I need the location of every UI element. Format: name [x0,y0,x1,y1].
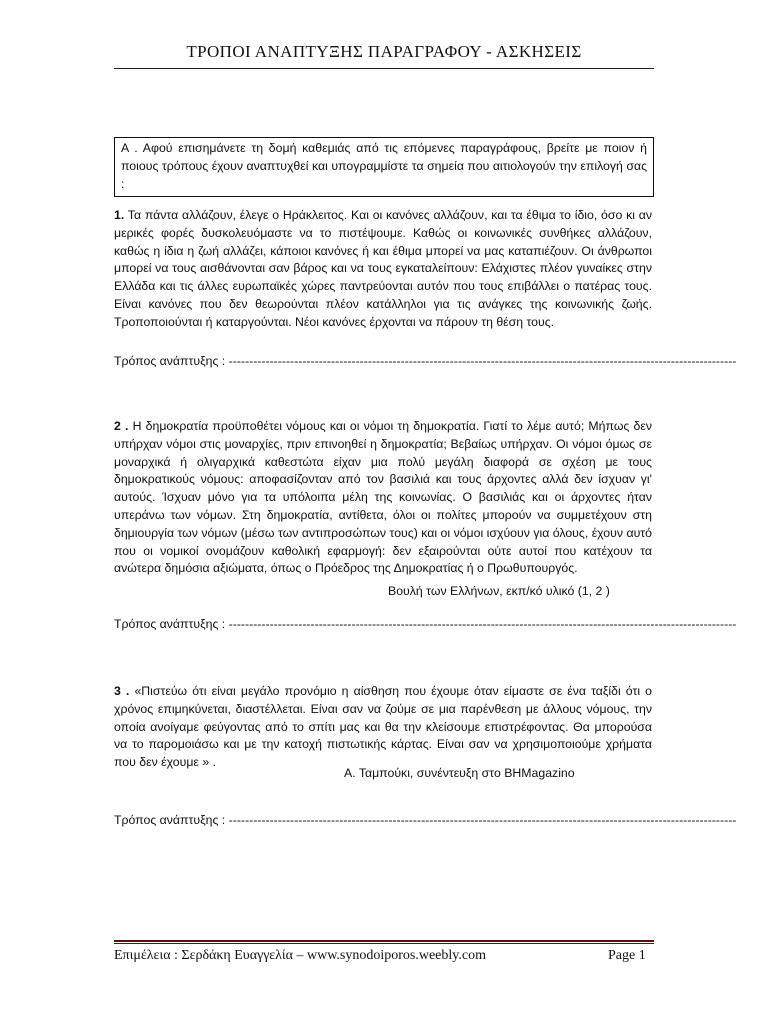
instruction-box: Α . Αφού επισημάνετε τη δομή καθεμιάς από τις επόμενες παραγράφους, βρείτε με ποιον ή ποιους τρόπους έχουν αναπτυχθεί και υπογραμμίστε τα σημεία που αιτιολογούν την επιλογή σας : [114,137,654,197]
page-number: Page 1 [608,948,646,963]
answer-dash-line: ---------------------------------------------------------------------------------------------------------------------------- [228,617,737,631]
answer-dash-line: ---------------------------------------------------------------------------------------------------------------------------- [228,354,737,368]
development-method-line-2 [114,617,737,631]
paragraph-1 [114,207,652,332]
paragraph-number: 1. [114,208,125,222]
paragraph-2 [114,418,652,578]
method-label: Τρόπος ανάπτυξης : [114,813,229,827]
answer-dash-line: ---------------------------------------------------------------------------------------------------------------------------- [228,813,737,827]
footer-author-credit: Επιμέλεια : Σερδάκη Ευαγγελία – www.synodoiporos.weebly.com [114,948,486,963]
paragraph-text: Τα πάντα αλλάζουν, έλεγε ο Ηράκλειτος. Και οι κανόνες αλλάζουν, και τα έθιμα το ίδιο, όσο κι αν μερικές φορές δυσκολευόμαστε να το πιστέψουμε. Καθώς οι κοινωνικές συνθήκες αλλάζουν, καθώς η ίδια η ζωή αλλάζει, κάποιοι κανόνες ή και έθιμα μπορεί να μας καταπιέζουν. Οι άνθρωποι μπορεί να τους αισθάνονται σαν βάρος και να τους εγκαταλείπουν: Ελάχιστες πλέον γυναίκες στην Ελλάδα και τις άλλες ευρωπαϊκές χώρες παντρεύονται αυτόν που τους επιβάλλει ο πατέρας τους. Είναι κανόνες που δεν θεωρούνται πλέον κατάλληλοι για τις ανάγκες της κοινωνικής ζωής. Τροποποιούνται ή καταργούνται. Νέοι κανόνες έρχονται να πάρουν τη θέση τους. [114,208,652,329]
development-method-line-3 [114,813,737,827]
paragraph-3 [114,683,652,772]
page-header-title: ΤΡΟΠΟΙ ΑΝΑΠΤΥΞΗΣ ΠΑΡΑΓΡΑΦΟΥ - ΑΣΚΗΣΕΙΣ [186,42,582,61]
paragraph-number: 3 . [114,684,130,698]
paragraph-text: Η δημοκρατία προϋποθέτει νόμους και οι νόμοι τη δημοκρατία. Γιατί το λέμε αυτό; Μήπως δεν υπήρχαν νόμοι στις μοναρχίες, πριν επινοηθεί η δημοκρατία; Βεβαίως υπήρχαν. Οι νόμοι όμως σε μοναρχικά ή ολιγαρχικά καθεστώτα είχαν μια πολύ μεγάλη διαφορά σε σχέση με τους δημοκρατικούς νόμους: αποφασίζονταν από τον βασιλιά και τους άρχοντες αλλά δεν ίσχυαν γι' αυτούς. Ίσχυαν μόνο για τα υπόλοιπα μέλη της κοινωνίας. Ο βασιλιάς και οι άρχοντες ήταν υπεράνω των νόμων. Στη δημοκρατία, αντίθετα, όλοι οι πολίτες μπορούν να συμμετέχουν στη δημιουργία των νόμων (μέσω των αντιπροσώπων τους) και οι νόμοι ισχύουν για όλους, έχουν αυτό που οι νομικοί ονομάζουν καθολική εφαρμογή: δεν εξαιρούνται ούτε αυτοί που κατέχουν τα ανώτερα δημόσια αξιώματα, όπως ο Πρόεδρος της Δημοκρατίας ή ο Πρωθυπουργός. [114,419,652,576]
development-method-line-1 [114,354,737,368]
header-divider [114,68,654,69]
paragraph-number: 2 . [114,419,129,433]
method-label: Τρόπος ανάπτυξης : [114,354,229,368]
footer-divider-thin [114,943,654,944]
source-citation-2: Βουλή των Ελλήνων, εκπ/κό υλικό (1, 2 ) [388,584,610,598]
method-label: Τρόπος ανάπτυξης : [114,617,229,631]
paragraph-text: «Πιστεύω ότι είναι μεγάλο προνόμιο η αίσθηση που έχουμε όταν είμαστε σε ένα ταξίδι ότι ο χρόνος επιμηκύνεται, διαστέλλεται. Είναι σαν να ζούμε σε μια παρένθεση με άλλους νόμους, την οποία ανοίγαμε φεύγοντας από το σπίτι μας και θα την κλείσουμε επιστρέφοντας. Θα μπορούσα να το παρομοιάσω και με την κατοχή πιστωτικής κάρτας. Είναι σαν να χρησιμοποιούμε χρήματα που δεν έχουμε » . [114,684,652,770]
footer-divider-thick [114,940,654,942]
source-citation-3: Α. Ταμπούκι, συνέντευξη στο BHMagazino [344,766,575,780]
